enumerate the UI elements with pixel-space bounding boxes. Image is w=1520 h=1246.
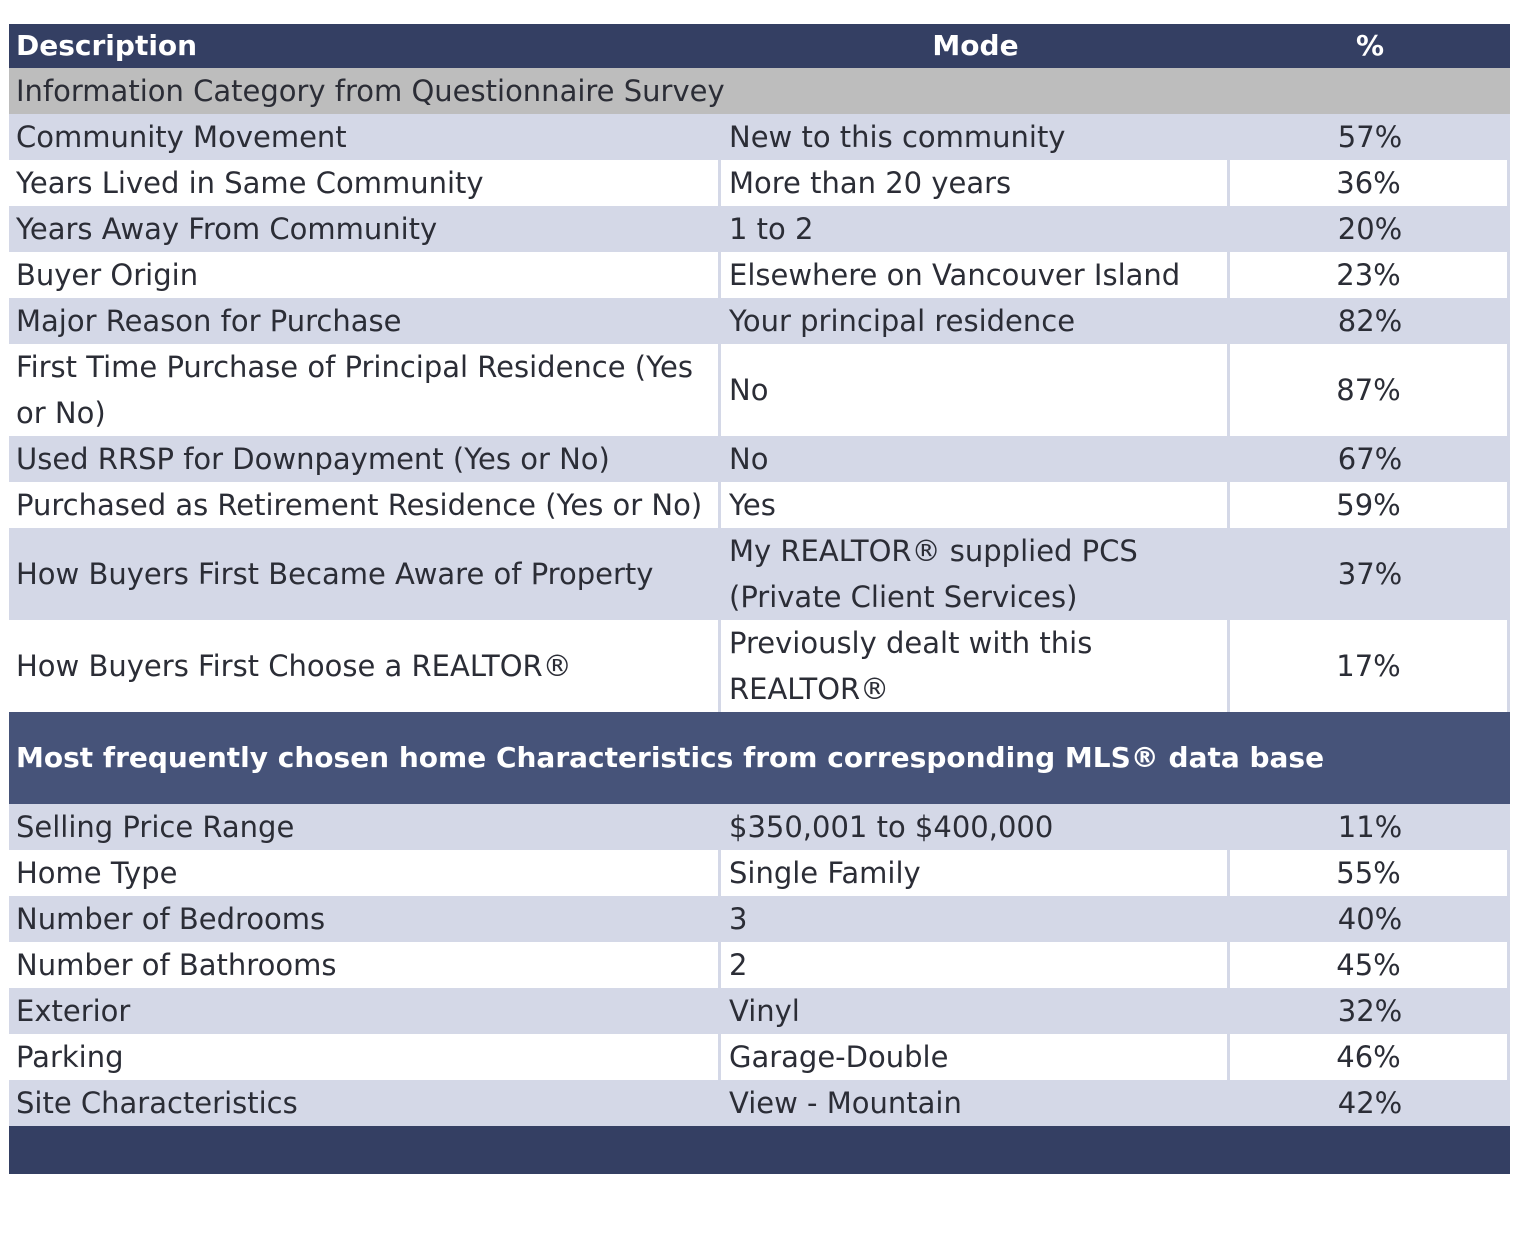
- row-mode: Elsewhere on Vancouver Island: [721, 252, 1227, 298]
- row-description: First Time Purchase of Principal Residence (Yes or No): [9, 344, 718, 436]
- row-percent: 36%: [1230, 160, 1507, 206]
- table-row: [9, 114, 1510, 160]
- row-percent: 23%: [1230, 252, 1507, 298]
- row-mode: No: [729, 442, 769, 476]
- row-percent: 82%: [1337, 304, 1403, 338]
- characteristics-table: [9, 24, 1510, 1174]
- table-header: [9, 24, 1510, 68]
- row-mode: My REALTOR® supplied PCS (Private Client Services): [729, 534, 1138, 614]
- table-row: [9, 942, 1510, 988]
- row-description: Site Characteristics: [16, 1086, 298, 1120]
- table-row: [9, 528, 1510, 620]
- row-percent: 11%: [1337, 810, 1403, 844]
- table-row: [9, 298, 1510, 344]
- header-percent: %: [1355, 29, 1385, 62]
- table-row: [9, 804, 1510, 850]
- row-mode: 1 to 2: [729, 212, 814, 246]
- row-mode: Garage-Double: [721, 1034, 1227, 1080]
- table-row: [9, 206, 1510, 252]
- row-description: Purchased as Retirement Residence (Yes or No): [9, 482, 718, 528]
- section-title-row: [9, 712, 1510, 804]
- row-description: Number of Bathrooms: [9, 942, 718, 988]
- table-row: [9, 160, 1510, 206]
- row-description: Years Lived in Same Community: [9, 160, 718, 206]
- row-description: Selling Price Range: [16, 810, 295, 844]
- row-description: Major Reason for Purchase: [16, 304, 402, 338]
- row-percent: 32%: [1337, 994, 1403, 1028]
- table-footer-bar: [9, 1126, 1510, 1174]
- row-mode: Previously dealt with this REALTOR®: [721, 620, 1227, 712]
- row-description: Used RRSP for Downpayment (Yes or No): [16, 442, 610, 476]
- row-mode: Yes: [721, 482, 1227, 528]
- row-percent: 45%: [1230, 942, 1507, 988]
- row-description: Community Movement: [16, 120, 347, 154]
- row-percent: 42%: [1337, 1086, 1403, 1120]
- section-title: Most frequently chosen home Characteristics from corresponding MLS® data base: [16, 741, 1325, 774]
- row-percent: 40%: [1337, 902, 1403, 936]
- row-percent: 55%: [1230, 850, 1507, 896]
- table-row: [9, 988, 1510, 1034]
- row-mode: View - Mountain: [729, 1086, 962, 1120]
- table-row: [9, 344, 1510, 436]
- table-row: [9, 436, 1510, 482]
- row-percent: 20%: [1337, 212, 1403, 246]
- header-description: Description: [16, 29, 198, 62]
- row-mode: $350,001 to $400,000: [729, 810, 1054, 844]
- header-mode: Mode: [932, 29, 1019, 62]
- row-percent: 46%: [1230, 1034, 1507, 1080]
- table-row: [9, 896, 1510, 942]
- row-percent: 17%: [1230, 620, 1507, 712]
- row-description: Number of Bedrooms: [16, 902, 326, 936]
- row-mode: Your principal residence: [729, 304, 1076, 338]
- row-mode: No: [721, 344, 1227, 436]
- table-row: [9, 1080, 1510, 1126]
- row-description: Exterior: [16, 994, 131, 1028]
- table-row: [9, 252, 1510, 298]
- table-row: [9, 850, 1510, 896]
- row-percent: 37%: [1337, 557, 1403, 591]
- row-mode: New to this community: [729, 120, 1066, 154]
- row-mode: More than 20 years: [721, 160, 1227, 206]
- row-mode: 3: [729, 902, 748, 936]
- row-description: Buyer Origin: [9, 252, 718, 298]
- row-description: How Buyers First Became Aware of Property: [16, 557, 654, 591]
- row-mode: 2: [721, 942, 1227, 988]
- row-mode: Single Family: [721, 850, 1227, 896]
- table-row: [9, 1034, 1510, 1080]
- row-percent: 67%: [1337, 442, 1403, 476]
- row-description: Parking: [9, 1034, 718, 1080]
- row-description: Years Away From Community: [16, 212, 438, 246]
- row-description: Home Type: [9, 850, 718, 896]
- row-description: How Buyers First Choose a REALTOR®: [9, 620, 718, 712]
- table-row: [9, 482, 1510, 528]
- category-title-row: [9, 68, 1510, 114]
- row-percent: 87%: [1230, 344, 1507, 436]
- row-percent: 59%: [1230, 482, 1507, 528]
- row-percent: 57%: [1337, 120, 1403, 154]
- row-mode: Vinyl: [729, 994, 800, 1028]
- table-row: [9, 620, 1510, 712]
- category-title: Information Category from Questionnaire Survey: [16, 74, 725, 108]
